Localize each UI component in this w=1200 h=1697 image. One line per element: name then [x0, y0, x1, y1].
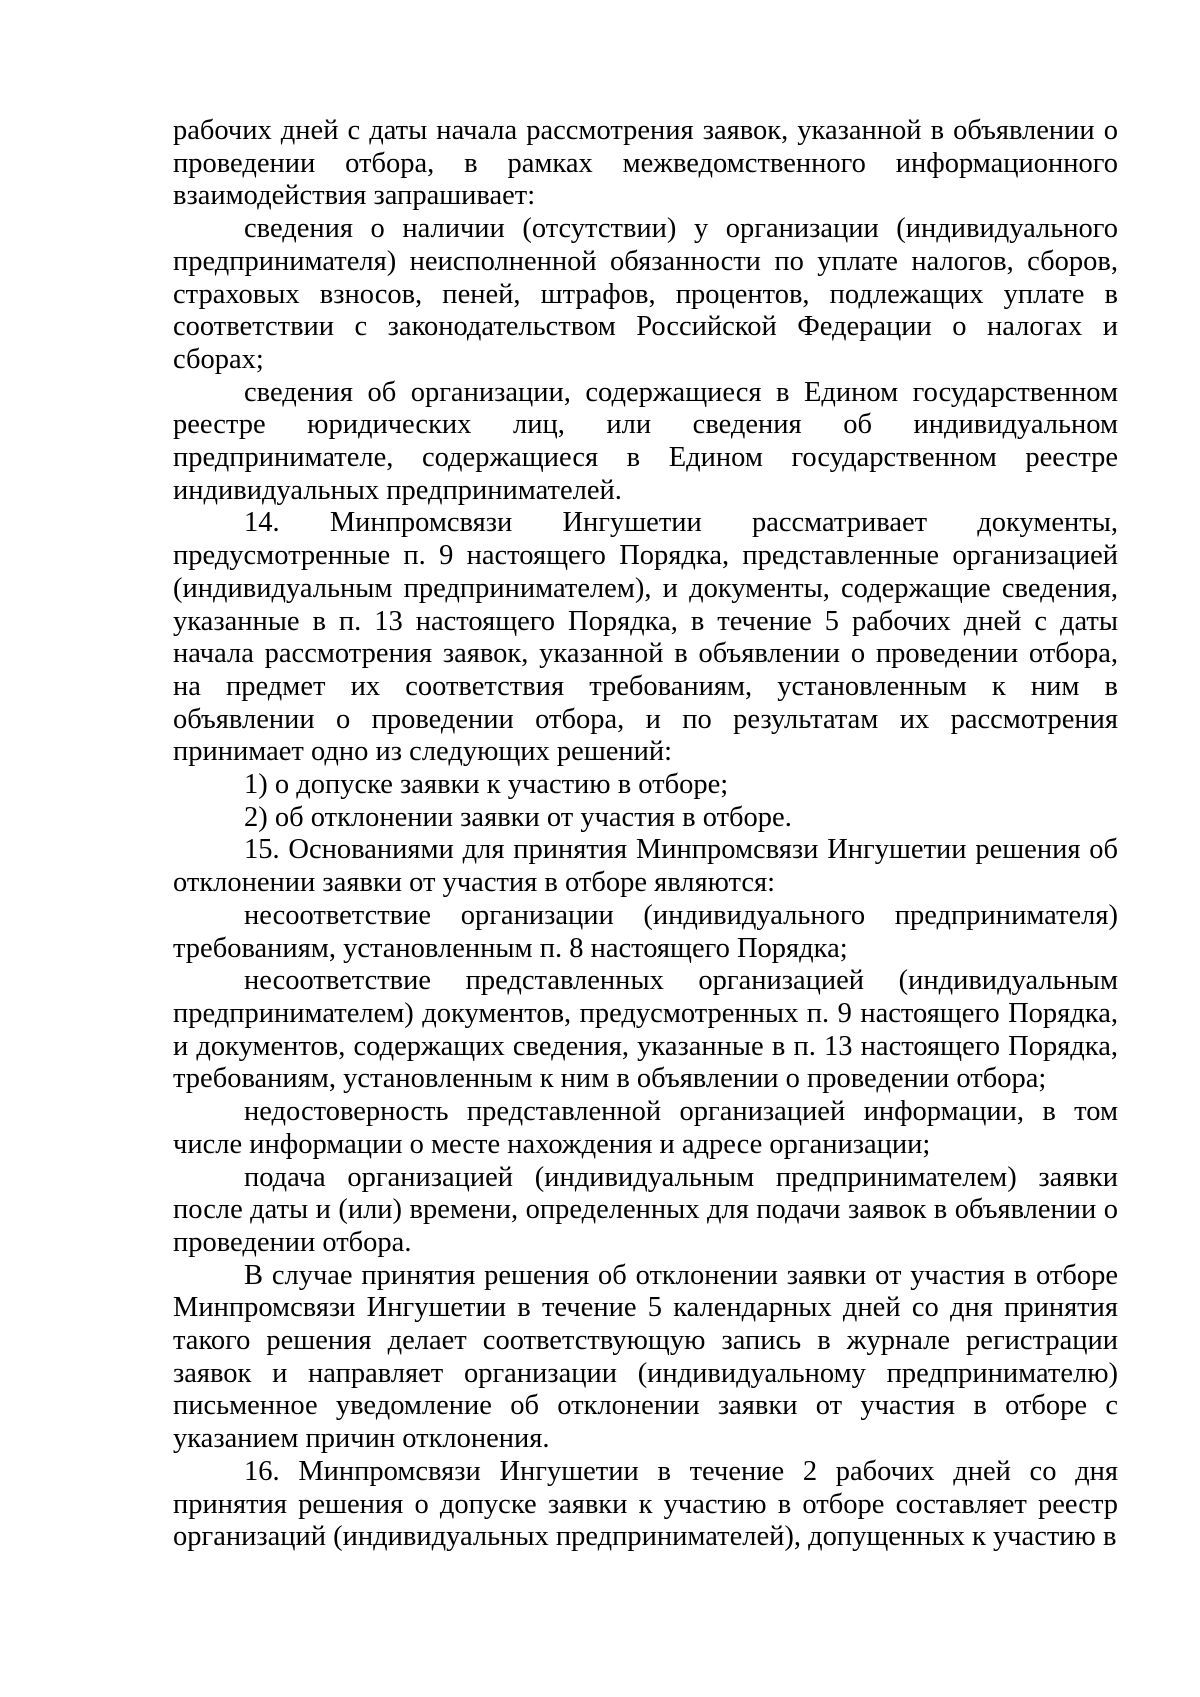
document-body [173, 115, 1118, 1554]
paragraph-ground-3: недостоверность представленной организацией информации, в том числе информации о месте нахождения и адресе организации; [173, 1096, 1118, 1160]
paragraph-ground-4: подача организацией (индивидуальным предпринимателем) заявки после даты и (или) времени, определенных для подачи заявок в объявлении о проведении отбора. [173, 1161, 1118, 1258]
paragraph-decision-1: 1) о допуске заявки к участию в отборе; [244, 769, 729, 801]
paragraph-tax-info: сведения о наличии (отсутствии) у организации (индивидуального предпринимателя) неисполненной обязанности по уплате налогов, сборов, страховых взносов, пеней, штрафов, процентов, подлежащих уплате в соответствии с законодательством Российской Федерации о налогах и сборах; [173, 213, 1118, 375]
paragraph-decision-2: 2) об отклонении заявки от участия в отборе. [244, 801, 792, 833]
paragraph-registry-info: сведения об организации, содержащиеся в Едином государственном реестре юридических лиц, или сведения об индивидуальном предпринимателе, содержащиеся в Едином государственном реестре индивидуальных предпринимателей. [173, 376, 1118, 506]
paragraph-rejection-notice: В случае принятия решения об отклонении заявки от участия в отборе Минпромсвязи Ингушетии в течение 5 календарных дней со дня принятия такого решения делает соответствующую запись в журнале регистрации заявок и направляет организации (индивидуальному предпринимателю) письменное уведомление об отклонении заявки от участия в отборе с указанием причин отклонения. [173, 1259, 1118, 1455]
paragraph-ground-2: несоответствие представленных организацией (индивидуальным предпринимателем) документов, предусмотренных п. 9 настоящего Порядка, и документов, содержащих сведения, указанные в п. 13 настоящего Порядка, требованиям, установленным к ним в объявлении о проведении отбора; [173, 965, 1118, 1095]
paragraph-ground-1: несоответствие организации (индивидуального предпринимателя) требованиям, установленным п. 8 настоящего Порядка; [173, 899, 1118, 964]
paragraph-continuation: рабочих дней с даты начала рассмотрения заявок, указанной в объявлении о проведении отбора, в рамках межведомственного информационного взаимодействия запрашивает: [173, 115, 1118, 212]
paragraph-section-14: 14. Минпромсвязи Ингушетии рассматривает документы, предусмотренные п. 9 настоящего Порядка, представленные организацией (индивидуальным предпринимателем), и документы, содержащие сведения, указанные в п. 13 настоящего Порядка, в течение 5 рабочих дней с даты начала рассмотрения заявок, указанной в объявлении о проведении отбора, на предмет их соответствия требованиям, установленным к ним в объявлении о проведении отбора, и по результатам их рассмотрения принимает одно из следующих решений: [173, 507, 1118, 768]
paragraph-section-15: 15. Основаниями для принятия Минпромсвязи Ингушетии решения об отклонении заявки от участия в отборе являются: [173, 834, 1118, 899]
paragraph-section-16: 16. Минпромсвязи Ингушетии в течение 2 рабочих дней со дня принятия решения о допуске заявки к участию в отборе составляет реестр организаций (индивидуальных предпринимателей), допущенных к участию в [173, 1455, 1118, 1553]
